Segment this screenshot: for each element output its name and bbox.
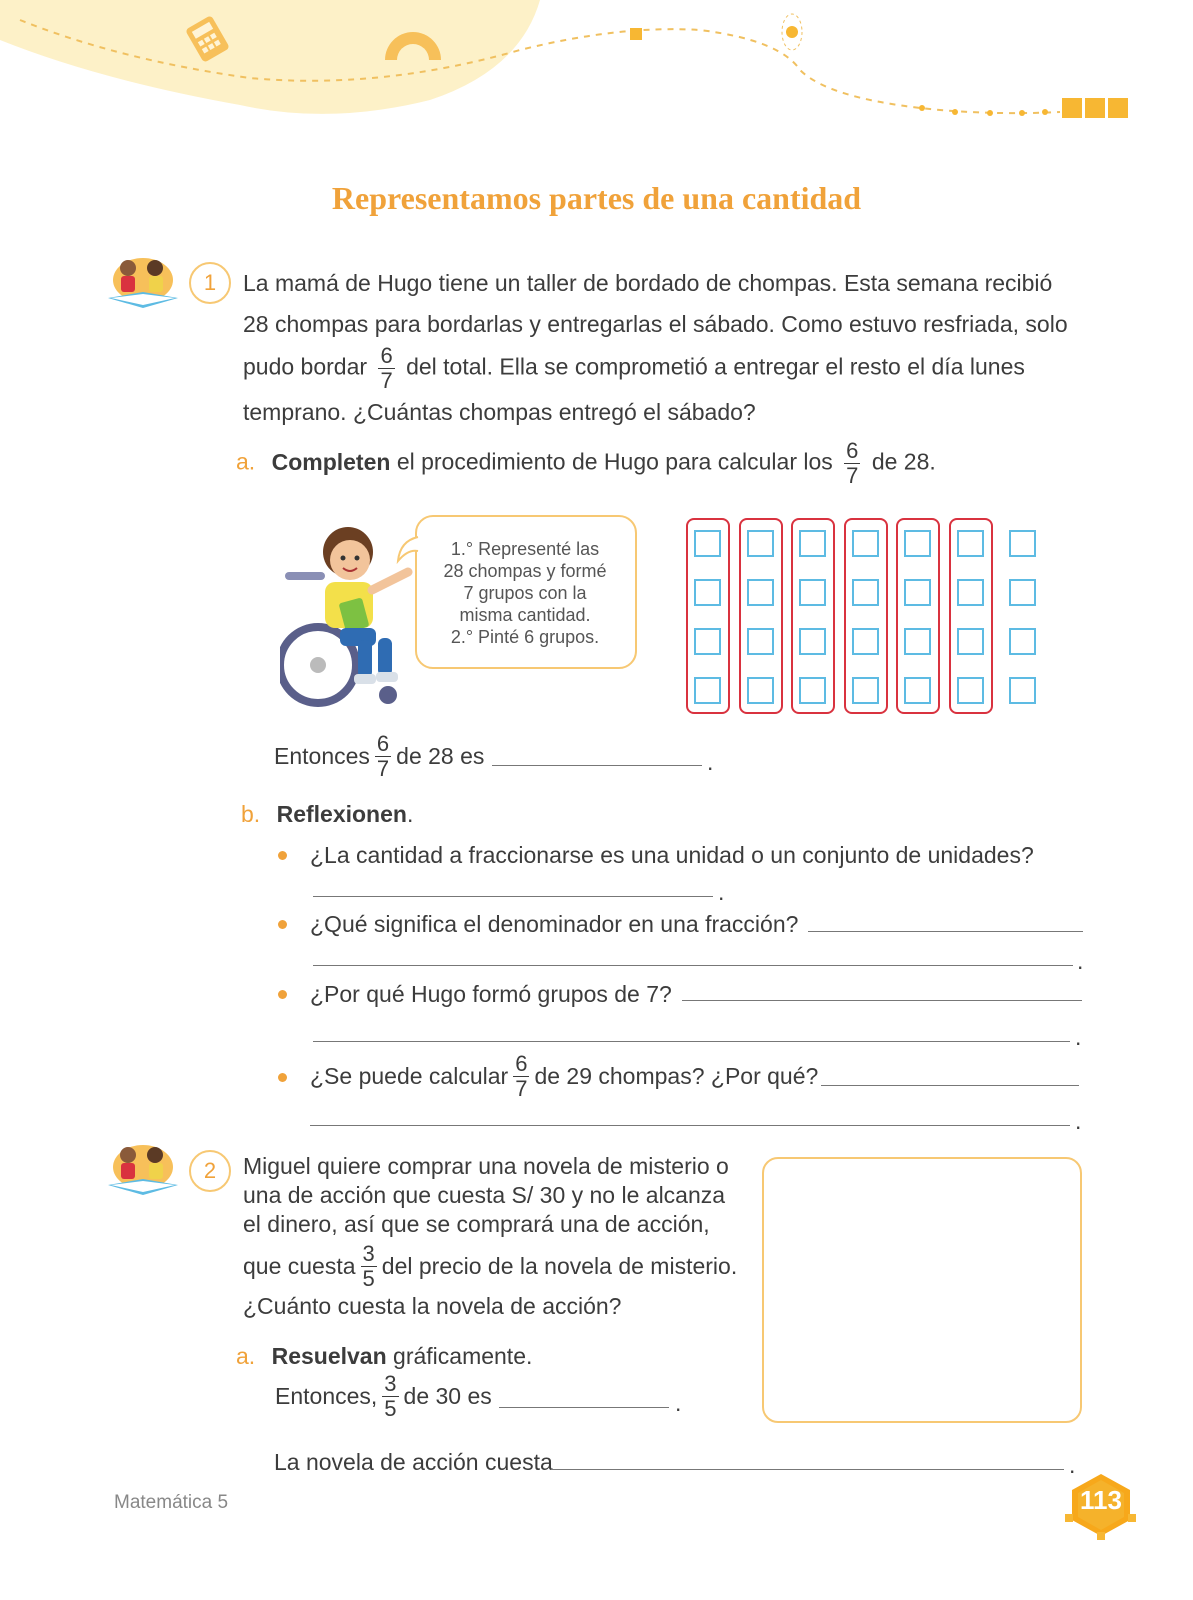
chompa-square <box>799 530 826 557</box>
chompa-square <box>1009 677 1036 704</box>
fraction-6-7 <box>378 345 394 392</box>
final-statement: La novela de acción cuesta <box>274 1449 553 1475</box>
fraction-3-5 <box>361 1243 377 1290</box>
question-2: ¿Qué significa el denominador en una fracción? <box>310 911 799 937</box>
result-after: de 28 es <box>396 743 485 769</box>
chompa-square <box>852 579 879 606</box>
result-end-dot: . <box>707 749 714 775</box>
q4-end-dot: . <box>1075 1108 1082 1134</box>
cubes-icon <box>1062 98 1128 118</box>
chompa-square <box>904 530 931 557</box>
kids-reading-icon <box>103 250 183 312</box>
fraction-denominator: 7 <box>376 756 390 781</box>
chompa-grid <box>686 518 1046 718</box>
chompa-square <box>799 628 826 655</box>
chompa-square <box>694 628 721 655</box>
part-a-verb: Completen <box>271 448 391 475</box>
answer-line-q4a[interactable] <box>821 1085 1079 1086</box>
answer-line-result-2[interactable] <box>499 1407 669 1408</box>
fraction-denominator: 5 <box>384 1396 397 1421</box>
bullet <box>278 920 287 929</box>
speech-bubble-text <box>420 538 630 648</box>
result-2-end-dot: . <box>675 1390 682 1416</box>
problem-1-line-3-before: pudo bordar <box>243 353 368 380</box>
fraction-denominator: 7 <box>846 463 859 488</box>
chompa-square <box>747 530 774 557</box>
problem-2-line-2: una de acción que cuesta S/ 30 y no le alcanza <box>243 1182 726 1208</box>
chompa-square <box>852 677 879 704</box>
chompa-square <box>957 579 984 606</box>
answer-line-q2a[interactable] <box>808 931 1083 932</box>
q3-end-dot: . <box>1075 1024 1082 1050</box>
problem-1-line-3-after: del total. Ella se comprometió a entregar el resto el día lunes <box>406 353 1025 380</box>
part-a-tail: de 28. <box>871 448 936 475</box>
chompa-square <box>852 628 879 655</box>
chompa-square <box>1009 628 1036 655</box>
problem-1-number: 1 <box>189 262 231 304</box>
problem-1-line-3 <box>243 345 1123 392</box>
chompa-square <box>694 579 721 606</box>
q2-end-dot: . <box>1077 948 1084 974</box>
fraction-numerator: 6 <box>846 438 859 463</box>
problem-1-part-a <box>236 440 1036 487</box>
part-b-verb: Reflexionen <box>276 801 407 827</box>
fraction-6-7 <box>513 1053 529 1100</box>
graphic-answer-box[interactable] <box>762 1157 1082 1423</box>
q1-end-dot: . <box>718 879 725 905</box>
part-a-letter: a. <box>236 448 256 475</box>
page-number: 113 <box>1080 1485 1122 1515</box>
speech-line-1: 1.° Representé las <box>450 539 600 559</box>
answer-line-q1[interactable] <box>313 896 713 897</box>
problem-2-statement <box>243 1152 763 1321</box>
fraction-denominator: 5 <box>362 1266 375 1291</box>
question-4-after: de 29 chompas? ¿Por qué? <box>534 1063 819 1089</box>
part-a-verb: Resuelvan <box>271 1343 387 1369</box>
fraction-3-5 <box>382 1373 398 1420</box>
question-4 <box>310 1053 818 1100</box>
question-4-before: ¿Se puede calcular <box>310 1063 509 1089</box>
chompa-square <box>957 628 984 655</box>
answer-line-final[interactable] <box>551 1469 1064 1470</box>
problem-2-line-3: el dinero, así que se comprará una de acción, <box>243 1211 710 1237</box>
fraction-numerator: 3 <box>362 1241 375 1266</box>
footer-book-title: Matemática 5 <box>114 1492 229 1513</box>
chompa-square <box>957 677 984 704</box>
fraction-denominator: 7 <box>515 1076 528 1101</box>
fraction-6-7 <box>375 733 391 780</box>
problem-1-line-1: La mamá de Hugo tiene un taller de bordado de chompas. Esta semana recibió <box>243 270 1053 296</box>
fraction-6-7 <box>844 440 860 487</box>
cube-icon <box>630 28 642 40</box>
question-1: ¿La cantidad a fraccionarse es una unidad o un conjunto de unidades? <box>310 842 1034 868</box>
speech-line-2: 28 chompas y formé <box>443 561 607 581</box>
result-before: Entonces, <box>275 1383 378 1409</box>
problem-1-part-b <box>241 794 413 835</box>
fraction-numerator: 6 <box>380 343 393 368</box>
kids-reading-icon <box>103 1137 183 1199</box>
speech-line-3: 7 grupos con la <box>463 583 587 603</box>
fraction-denominator: 7 <box>380 368 393 393</box>
chompa-square <box>747 579 774 606</box>
problem-1-result <box>274 733 734 780</box>
chompa-square <box>747 677 774 704</box>
chompa-square <box>852 530 879 557</box>
chompa-square <box>799 579 826 606</box>
problem-2-line-4 <box>243 1243 763 1290</box>
chompa-square <box>957 530 984 557</box>
problem-2-line-5: ¿Cuánto cuesta la novela de acción? <box>243 1293 622 1319</box>
bullet <box>278 851 287 860</box>
speech-line-4: misma cantidad. <box>459 605 591 625</box>
chompa-square <box>904 579 931 606</box>
chompa-square <box>1009 530 1036 557</box>
part-b-dot: . <box>406 801 414 827</box>
problem-1-line-2: 28 chompas para bordarlas y entregarlas el sábado. Como estuvo resfriada, solo <box>243 311 1068 337</box>
problem-2-line-4-before: que cuesta <box>243 1253 356 1279</box>
chompa-square <box>694 677 721 704</box>
speech-bubble-tail <box>394 535 420 565</box>
question-3: ¿Por qué Hugo formó grupos de 7? <box>310 981 672 1007</box>
part-a-text: gráficamente. <box>393 1343 533 1369</box>
answer-line-q3b[interactable] <box>313 1041 1070 1042</box>
answer-line-q2b[interactable] <box>313 965 1073 966</box>
problem-1-line-4: temprano. ¿Cuántas chompas entregó el sábado? <box>243 399 756 425</box>
chompa-square <box>747 628 774 655</box>
part-b-letter: b. <box>241 801 261 827</box>
bullet <box>278 990 287 999</box>
answer-line-q4b[interactable] <box>310 1125 1070 1126</box>
chompa-square <box>904 628 931 655</box>
chompa-square <box>799 677 826 704</box>
problem-2-result <box>275 1373 492 1420</box>
chompa-square <box>1009 579 1036 606</box>
problem-2-number: 2 <box>189 1150 231 1192</box>
speech-line-5: 2.° Pinté 6 grupos. <box>450 627 600 647</box>
header-decoration <box>0 0 1193 160</box>
part-a-letter: a. <box>236 1343 256 1369</box>
fraction-numerator: 6 <box>376 731 390 756</box>
answer-line-q3a[interactable] <box>682 1000 1082 1001</box>
fraction-numerator: 3 <box>384 1371 397 1396</box>
bullet <box>278 1073 287 1082</box>
fraction-numerator: 6 <box>515 1051 528 1076</box>
chompa-square <box>694 530 721 557</box>
problem-2-line-4-after: del precio de la novela de misterio. <box>381 1253 738 1279</box>
part-a-text: el procedimiento de Hugo para calcular los <box>396 448 833 475</box>
chompa-square <box>904 677 931 704</box>
result-before: Entonces <box>274 743 370 769</box>
answer-line-result-1[interactable] <box>492 765 702 766</box>
problem-2-line-1: Miguel quiere comprar una novela de misterio o <box>243 1153 729 1179</box>
problem-1-statement <box>243 263 1123 433</box>
final-end-dot: . <box>1069 1452 1076 1478</box>
target-icon <box>782 14 802 50</box>
result-after: de 30 es <box>403 1383 492 1409</box>
page-title: Representamos partes de una cantidad <box>331 180 862 216</box>
